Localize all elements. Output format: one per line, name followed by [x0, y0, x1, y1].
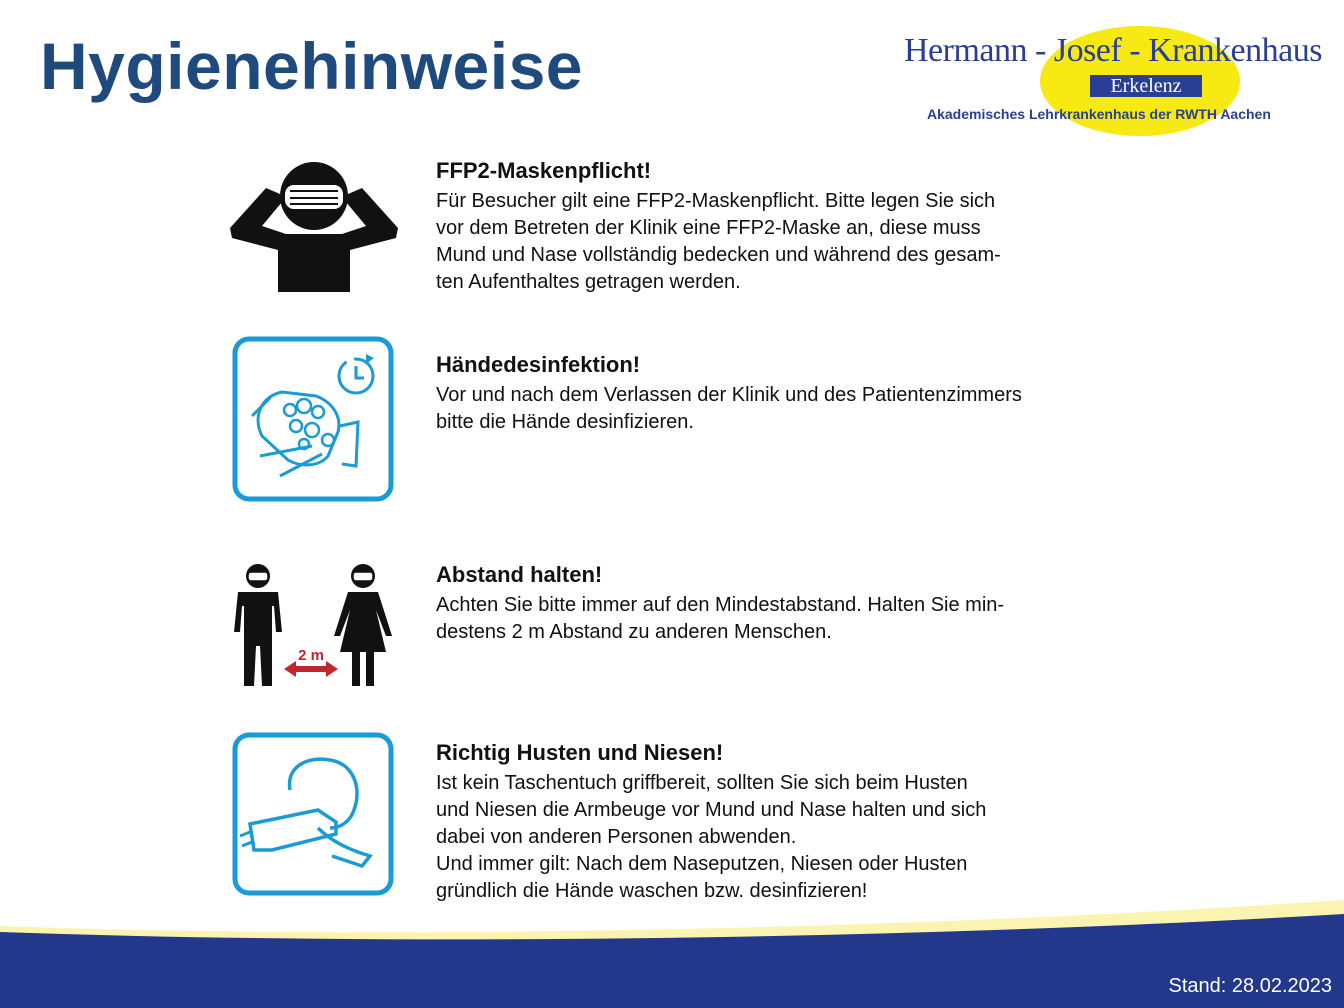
- cough-elbow-icon: [232, 732, 394, 896]
- stand-date: Stand: 28.02.2023: [1168, 975, 1332, 997]
- logo-name-part2: Josef: [1053, 32, 1122, 69]
- logo-name: [904, 32, 1322, 70]
- text-line: Vor und nach dem Verlassen der Klinik und des Patientenzimmers: [436, 384, 1022, 406]
- text-line: destens 2 m Abstand zu anderen Menschen.: [436, 621, 832, 643]
- text-line: Mund und Nase vollständig bedecken und während des gesam-: [436, 244, 1001, 266]
- hospital-logo: [900, 24, 1330, 136]
- logo-dash1: -: [1027, 32, 1054, 69]
- logo-city: Erkelenz: [1090, 75, 1202, 97]
- logo-name-part1: Hermann: [904, 32, 1028, 69]
- distance-label: 2 m: [298, 647, 324, 664]
- section-text-cough: [436, 770, 1092, 905]
- distance-people-icon: [230, 562, 396, 688]
- text-line: Für Besucher gilt eine FFP2-Maskenpflicht. Bitte legen Sie sich: [436, 190, 996, 212]
- text-line: dabei von anderen Personen abwenden.: [436, 826, 797, 848]
- section-heading-cough: Richtig Husten und Niesen!: [436, 740, 724, 765]
- section-text-distance: [436, 592, 1101, 646]
- logo-name-part3: Krankenhaus: [1148, 32, 1322, 69]
- logo-dash2: -: [1121, 32, 1149, 69]
- section-heading-distance: Abstand halten!: [436, 562, 603, 587]
- text-line: bitte die Hände desinfizieren.: [436, 411, 694, 433]
- text-line: Achten Sie bitte immer auf den Mindestabstand. Halten Sie min-: [436, 594, 1005, 616]
- section-heading-hands: Händedesinfektion!: [436, 352, 641, 377]
- text-line: und Niesen die Armbeuge vor Mund und Nase halten und sich: [436, 799, 987, 821]
- text-line: Ist kein Taschentuch griffbereit, sollten Sie sich beim Husten: [436, 772, 968, 794]
- section-text-mask: [436, 188, 1096, 296]
- footer-wave: [0, 900, 1344, 1008]
- text-line: Und immer gilt: Nach dem Naseputzen, Niesen oder Husten: [436, 853, 968, 875]
- text-line: vor dem Betreten der Klinik eine FFP2-Maske an, diese muss: [436, 217, 981, 239]
- mask-person-icon: [226, 158, 402, 292]
- hand-disinfection-icon: [232, 336, 394, 502]
- text-line: gründlich die Hände waschen bzw. desinfizieren!: [436, 880, 868, 902]
- logo-subtitle: Akademisches Lehrkrankenhaus der RWTH Aachen: [927, 106, 1271, 122]
- section-text-hands: [436, 382, 1126, 436]
- page-title: Hygienehinweise: [40, 29, 584, 103]
- text-line: ten Aufenthaltes getragen werden.: [436, 271, 741, 293]
- section-heading-mask: FFP2-Maskenpflicht!: [436, 158, 652, 183]
